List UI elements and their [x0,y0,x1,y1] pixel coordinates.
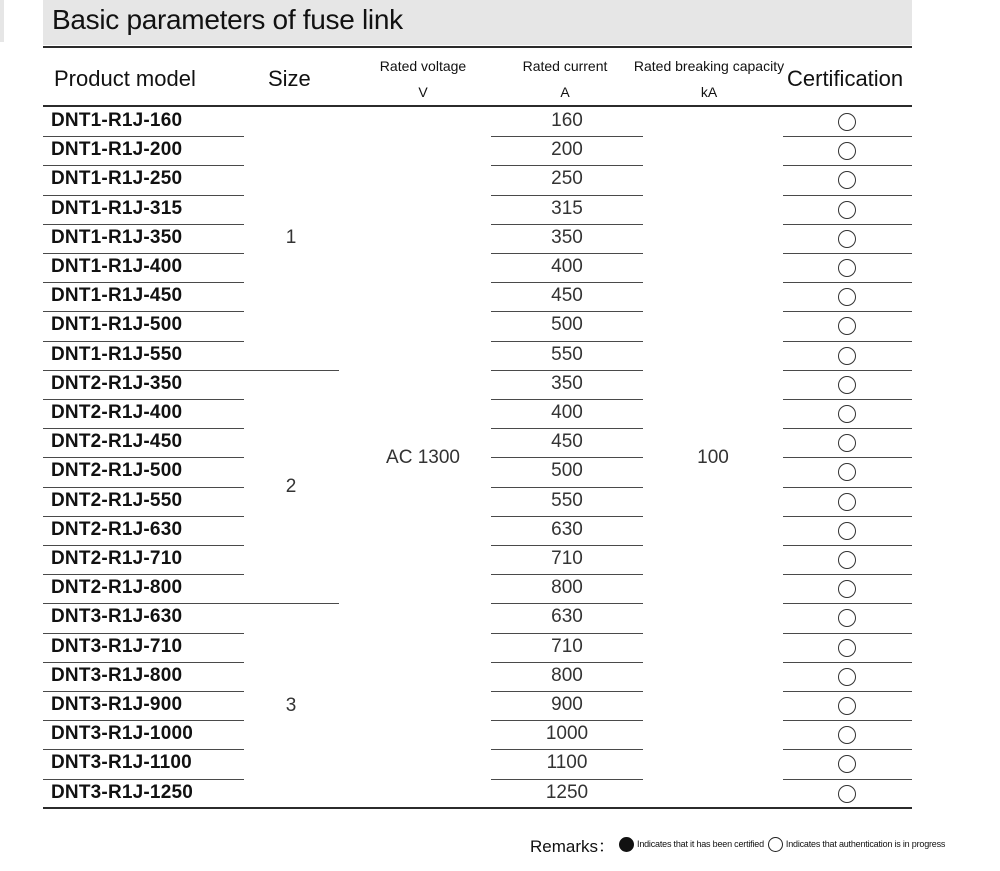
row-divider [491,691,643,692]
row-divider [491,633,643,634]
row-rated-current: 1250 [545,781,589,803]
in-progress-circle-icon [838,580,856,598]
row-divider [783,633,912,634]
row-divider [783,311,912,312]
row-divider [783,165,912,166]
row-divider [491,428,643,429]
row-divider [43,516,244,517]
row-divider [43,662,244,663]
in-progress-circle-icon [838,726,856,744]
row-divider [491,779,643,780]
in-progress-circle-icon [838,347,856,365]
in-progress-circle-icon [838,755,856,773]
table-bottom-rule [43,807,912,809]
in-progress-circle-icon [768,837,783,852]
row-divider [43,253,244,254]
row-product-model: DNT1-R1J-315 [51,197,183,219]
row-divider [783,428,912,429]
row-product-model: DNT3-R1J-1100 [51,752,192,774]
row-divider [783,516,912,517]
remarks-certified-text: Indicates that it has been certified [637,839,764,849]
row-divider [491,457,643,458]
row-divider [43,136,244,137]
row-rated-current: 630 [551,606,583,628]
header-rated-breaking-label: Rated breaking capacity [633,58,785,74]
row-divider [491,253,643,254]
row-rated-current: 800 [551,664,583,686]
row-divider [783,545,912,546]
row-divider [43,195,244,196]
in-progress-circle-icon [838,171,856,189]
row-divider [783,720,912,721]
row-divider [43,165,244,166]
in-progress-circle-icon [838,405,856,423]
header-rule [43,105,912,107]
row-product-model: DNT1-R1J-160 [51,110,183,131]
row-divider [783,574,912,575]
row-divider [43,603,339,604]
in-progress-circle-icon [838,142,856,160]
header-rated-breaking-capacity [628,53,790,105]
row-divider [491,165,643,166]
row-divider [43,399,244,400]
row-rated-current: 500 [551,314,583,336]
in-progress-circle-icon [838,785,856,803]
in-progress-circle-icon [838,522,856,540]
row-divider [491,195,643,196]
row-rated-current: 630 [551,518,583,540]
row-product-model: DNT3-R1J-710 [51,635,183,657]
row-product-model: DNT2-R1J-450 [51,431,183,453]
header-rated-voltage-label: Rated voltage [379,58,467,74]
in-progress-circle-icon [838,259,856,277]
row-product-model: DNT1-R1J-550 [51,343,183,365]
title-bar [43,0,912,45]
row-product-model: DNT3-R1J-900 [51,694,183,715]
remarks [530,832,945,856]
row-product-model: DNT2-R1J-630 [51,518,183,540]
row-rated-current: 550 [551,343,583,365]
row-divider [783,195,912,196]
row-product-model: DNT2-R1J-710 [51,548,183,569]
row-divider [491,282,643,283]
row-product-model: DNT1-R1J-500 [51,314,183,336]
row-product-model: DNT3-R1J-1250 [51,781,193,803]
row-divider [491,341,643,342]
size-group-value: 2 [285,475,297,497]
in-progress-circle-icon [838,317,856,335]
row-divider [491,662,643,663]
certified-dot-icon [619,837,634,852]
header-rated-voltage-unit: V [418,84,428,100]
remarks-label: Remarks： [530,836,616,856]
row-product-model: DNT2-R1J-350 [51,372,183,394]
row-divider [783,779,912,780]
row-rated-current: 250 [551,168,583,190]
in-progress-circle-icon [838,668,856,686]
header-rated-current-unit: A [560,84,570,100]
row-rated-current: 800 [551,577,583,599]
rated-breaking-capacity-value: 100 [697,447,729,468]
row-rated-current: 350 [551,226,583,248]
row-divider [783,370,912,371]
row-divider [491,720,643,721]
header-rated-voltage [360,53,486,105]
row-rated-current: 160 [551,110,583,131]
row-product-model: DNT1-R1J-450 [51,285,183,307]
row-product-model: DNT2-R1J-550 [51,489,183,511]
title-rule [43,46,912,48]
in-progress-circle-icon [838,434,856,452]
header-rated-breaking-unit: kA [700,84,718,100]
row-divider [43,779,244,780]
row-divider [43,311,244,312]
row-divider [43,282,244,283]
row-rated-current: 400 [551,256,583,277]
row-divider [783,662,912,663]
row-rated-current: 1100 [546,752,588,774]
row-divider [783,399,912,400]
row-divider [43,341,244,342]
row-rated-current: 500 [551,460,583,482]
row-rated-current: 450 [551,285,583,307]
row-divider [491,574,643,575]
row-divider [491,370,643,371]
row-product-model: DNT2-R1J-800 [51,577,183,599]
row-rated-current: 550 [551,489,583,511]
row-rated-current: 200 [551,139,583,161]
row-rated-current: 315 [551,197,583,219]
page-title: Basic parameters of fuse link [52,4,403,35]
in-progress-circle-icon [838,201,856,219]
row-divider [783,749,912,750]
in-progress-circle-icon [838,551,856,569]
row-product-model: DNT3-R1J-1000 [51,723,193,745]
row-divider [43,749,244,750]
row-rated-current: 450 [551,431,583,453]
row-divider [783,603,912,604]
in-progress-circle-icon [838,493,856,511]
row-divider [43,487,244,488]
header-rated-current-label: Rated current [522,58,608,74]
row-product-model: DNT3-R1J-630 [51,606,183,628]
in-progress-circle-icon [838,376,856,394]
row-divider [491,399,643,400]
row-divider [783,487,912,488]
header-product-model: Product model [54,66,196,91]
row-product-model: DNT1-R1J-200 [51,139,183,161]
in-progress-circle-icon [838,609,856,627]
rated-voltage-value: AC 1300 [386,447,460,468]
row-product-model: DNT2-R1J-500 [51,460,183,482]
row-rated-current: 400 [551,402,583,423]
in-progress-circle-icon [838,639,856,657]
size-group-value: 1 [285,227,297,249]
in-progress-circle-icon [838,113,856,131]
row-divider [491,516,643,517]
row-divider [783,224,912,225]
row-divider [783,691,912,692]
row-divider [43,224,244,225]
in-progress-circle-icon [838,463,856,481]
row-divider [491,487,643,488]
row-rated-current: 900 [551,694,583,715]
row-divider [43,545,244,546]
row-divider [43,428,244,429]
row-divider [43,633,244,634]
row-divider [43,720,244,721]
row-divider [491,545,643,546]
row-divider [491,749,643,750]
row-divider [43,691,244,692]
row-divider [491,136,643,137]
row-divider [783,253,912,254]
row-divider [491,224,643,225]
header-rated-current [500,53,630,105]
row-divider [491,603,643,604]
row-divider [783,457,912,458]
row-rated-current: 350 [551,372,583,394]
page-edge-decoration [0,0,4,42]
row-divider [43,457,244,458]
row-product-model: DNT3-R1J-800 [51,664,183,686]
row-product-model: DNT1-R1J-250 [51,168,183,190]
row-divider [783,136,912,137]
row-divider [43,574,244,575]
size-group-value: 3 [285,694,297,716]
row-rated-current: 710 [551,635,583,657]
in-progress-circle-icon [838,697,856,715]
row-divider [783,282,912,283]
in-progress-circle-icon [838,288,856,306]
row-divider [43,370,339,371]
row-product-model: DNT1-R1J-350 [51,226,183,248]
in-progress-circle-icon [838,230,856,248]
row-product-model: DNT1-R1J-400 [51,256,183,277]
row-rated-current: 710 [551,548,583,569]
header-certification: Certification [787,66,904,91]
remarks-in-progress-text: Indicates that authentication is in progress [785,839,946,849]
row-divider [491,311,643,312]
header-size: Size [268,66,311,91]
row-divider [783,341,912,342]
row-rated-current: 1000 [545,723,589,745]
row-product-model: DNT2-R1J-400 [51,402,183,423]
